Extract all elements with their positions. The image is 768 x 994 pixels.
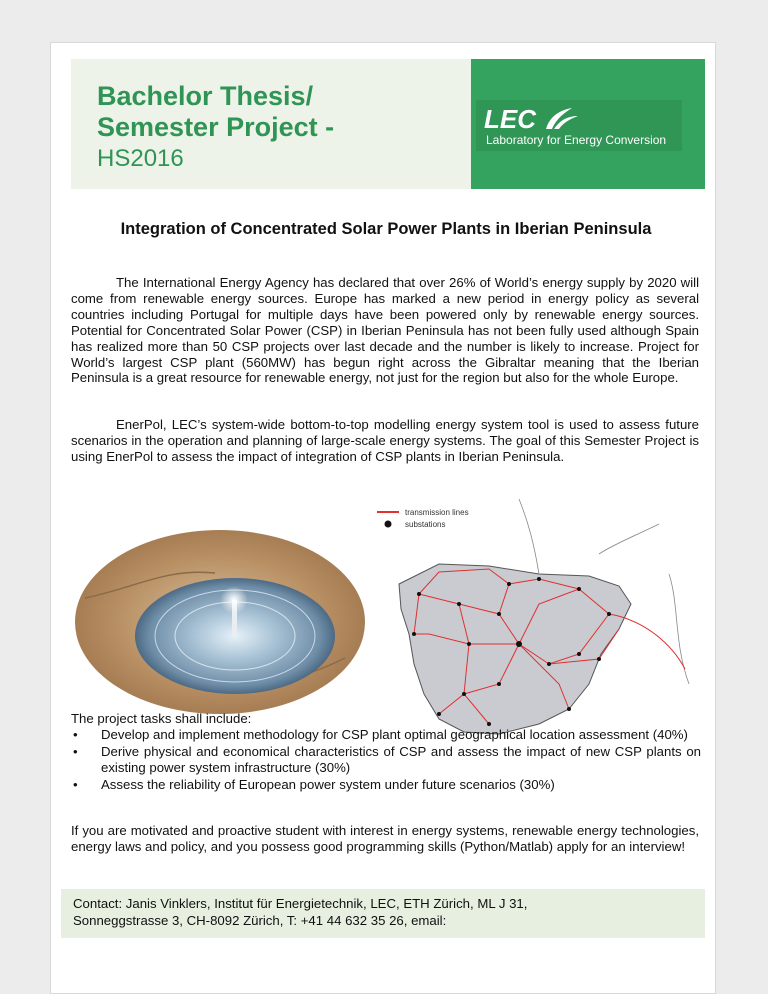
contact-line-2: Sonneggstrasse 3, CH-8092 Zürich, T: +41 44 632 35 26, email: (73, 912, 447, 928)
legend-substation-swatch (385, 521, 392, 528)
task-text: Assess the reliability of European power system under future scenarios (30%) (101, 777, 555, 792)
receiver-glow (220, 586, 248, 614)
lec-logo-mark (484, 104, 604, 134)
csp-plant-photo (75, 528, 365, 716)
bullet-icon: • (73, 744, 78, 759)
contact-line-1: Contact: Janis Vinklers, Institut für Energietechnik, LEC, ETH Zürich, ML J 31, (73, 896, 528, 911)
task-text: Develop and implement methodology for CSP plant optimal geographical location assessment (40%) (101, 727, 688, 742)
title-line-2: Semester Project - (97, 112, 335, 142)
bullet-icon: • (73, 727, 78, 742)
enerpol-paragraph: EnerPol, LEC’s system-wide bottom-to-top modelling energy system tool is used to assess future scenarios in the operation and planning of large-scale energy systems. The goal of this Semester Project is using EnerPol to assess the impact of integration of CSP plants in Iberian Peninsula. (71, 417, 699, 464)
header-box (71, 59, 471, 189)
lec-logo (476, 100, 682, 151)
lec-logo-panel (471, 59, 705, 189)
task-item (71, 777, 701, 793)
legend-substations: substations (405, 520, 446, 529)
lec-logo-text: LEC (484, 104, 536, 134)
iberian-peninsula (399, 564, 631, 734)
tasks-intro: The project tasks shall include: (71, 711, 252, 726)
flyer-page (50, 42, 716, 994)
task-item (71, 744, 701, 776)
header-title (97, 81, 334, 174)
bullet-icon: • (73, 777, 78, 792)
lec-logo-subtitle: Laboratory for Energy Conversion (486, 133, 667, 147)
term-label: HS2016 (97, 145, 184, 172)
closing-paragraph: If you are motivated and proactive student with interest in energy systems, renewable energy technologies, energy laws and policy, and you possess good programming skills (Python/Matlab) apply for an interview! (71, 823, 699, 854)
intro-paragraph: The International Energy Agency has declared that over 26% of World’s energy supply by 2020 will come from renewable energy sources. Europe has marked a new period in energy policy as several countries including Portugal for multiple days have been powered only by renewable energy sources. Potential for Concentrated Solar Power (CSP) in Iberian Peninsula has not been fully used although Spain has realized more than 50 CSP projects over last decade and the number is likely to increase. Project for World’s largest CSP plant (560MW) has begun right across the Gibraltar meaning that the Iberian Peninsula is a great resource for renewable energy, not just for the region but also for the whole Europe. (71, 275, 699, 386)
contact-box (61, 889, 705, 938)
task-item (71, 727, 701, 743)
legend-transmission-lines: transmission lines (405, 508, 469, 517)
iberia-grid-map (369, 494, 703, 752)
task-text: Derive physical and economical characteristics of CSP and assess the impact of new CSP plants on existing power system infrastructure (30%) (101, 744, 701, 775)
task-list (71, 727, 701, 794)
title-line-1: Bachelor Thesis/ (97, 81, 314, 111)
france-coast (519, 499, 539, 574)
document-title: Integration of Concentrated Solar Power Plants in Iberian Peninsula (120, 220, 652, 238)
